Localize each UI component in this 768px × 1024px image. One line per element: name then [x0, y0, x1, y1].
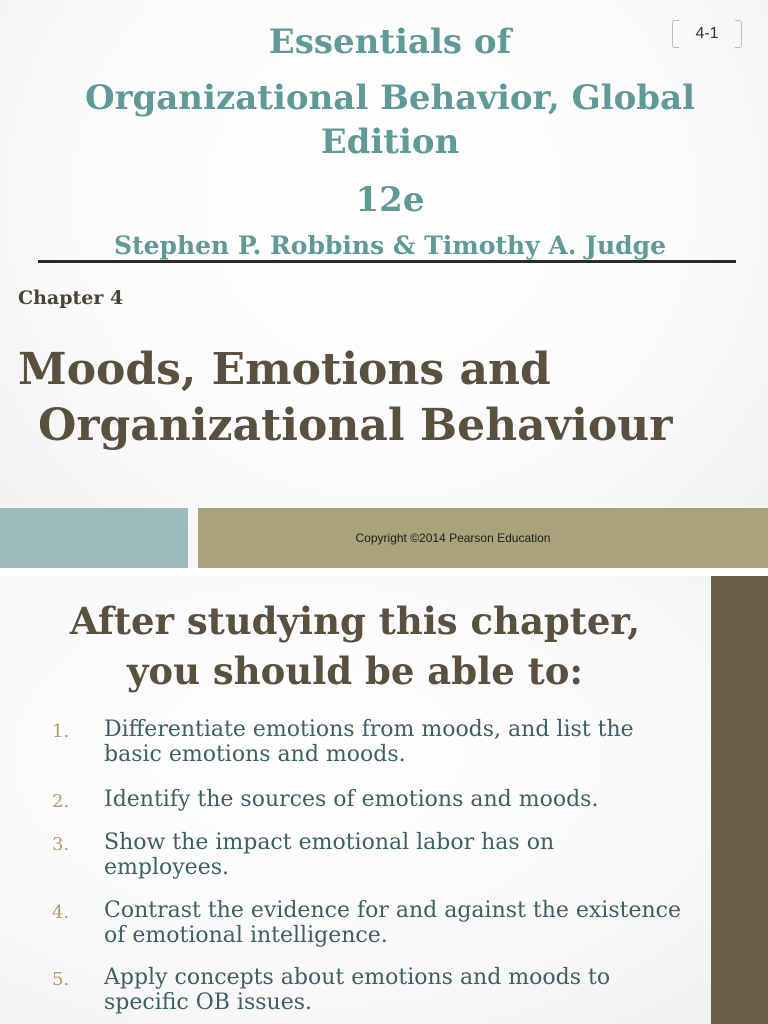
footer-bar-blue: [0, 508, 188, 568]
list-text: Show the impact emotional labor has on employees.: [104, 830, 555, 880]
chapter-title-line-1: Moods, Emotions and: [18, 344, 551, 395]
list-text: Identify the sources of emotions and moods.: [104, 787, 599, 812]
title-divider: [38, 260, 736, 263]
book-title-line-1: Essentials of: [268, 22, 512, 62]
list-number: 5.: [52, 969, 70, 990]
list-text: Apply concepts about emotions and moods to specific OB issues.: [104, 965, 611, 1015]
list-number: 1.: [52, 721, 70, 742]
slide-number: 4-1: [695, 25, 719, 42]
objectives-heading: [20, 596, 690, 696]
list-number: 2.: [52, 791, 70, 812]
list-text: Differentiate emotions from moods, and list the basic emotions and moods.: [104, 717, 634, 767]
chapter-title: [18, 342, 738, 454]
list-number: 4.: [52, 902, 70, 923]
list-number: 3.: [52, 834, 70, 855]
objectives-heading-line-1: After studying this chapter,: [69, 599, 641, 643]
side-band-decoration: [711, 576, 768, 1024]
list-text: Contrast the evidence for and against the existence of emotional intelligence.: [104, 898, 682, 948]
objectives-slide: [0, 576, 768, 1024]
book-title-line-3: Edition: [320, 122, 460, 162]
chapter-title-line-2: Organizational Behaviour: [38, 400, 673, 451]
authors: Stephen P. Robbins & Timothy A. Judge: [113, 231, 666, 260]
book-edition: 12e: [355, 180, 425, 220]
chapter-label: Chapter 4: [18, 287, 124, 309]
copyright-text: Copyright ©2014 Pearson Education: [355, 531, 551, 545]
book-title-line-2: Organizational Behavior, Global: [84, 78, 696, 118]
objectives-heading-line-2: you should be able to:: [126, 649, 584, 693]
